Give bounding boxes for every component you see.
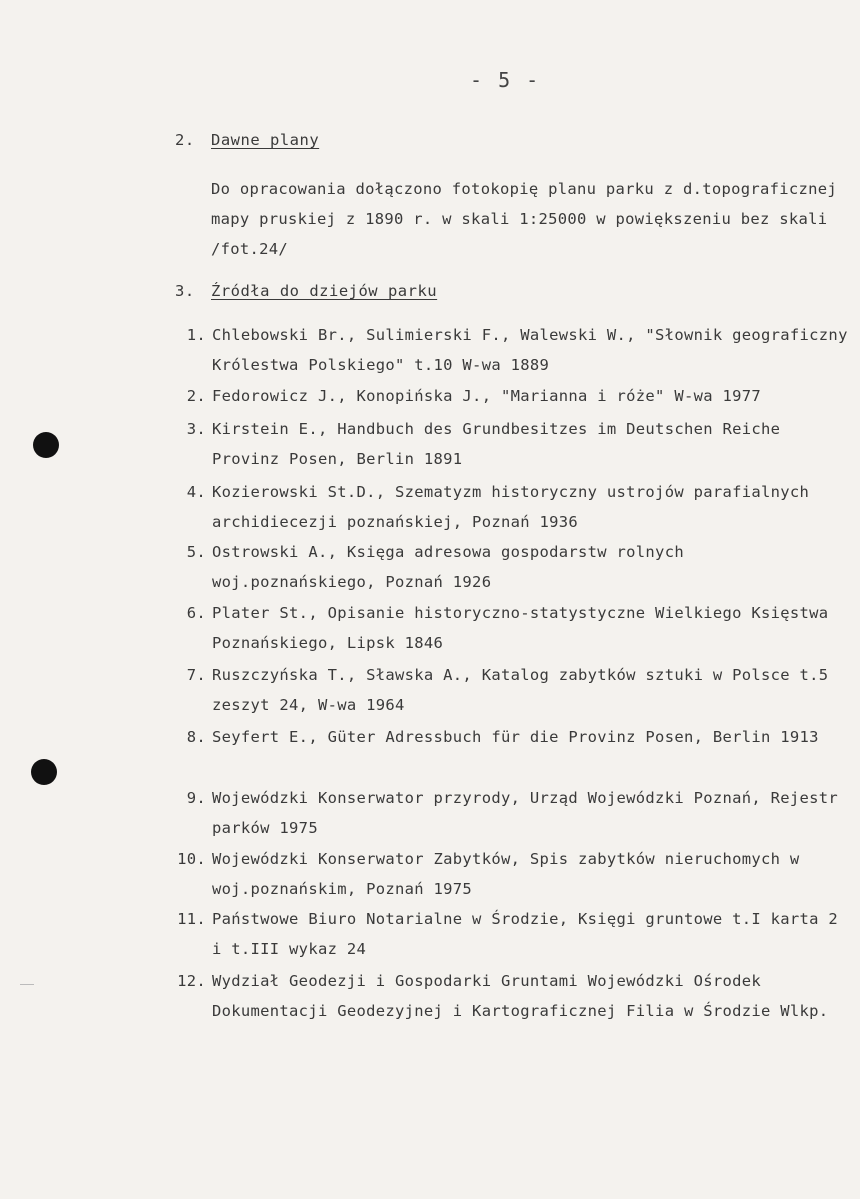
source-item [160, 844, 850, 904]
item-number: 11. [177, 910, 206, 928]
item-number: 7. [186, 666, 206, 684]
fold-mark [20, 984, 34, 985]
item-text: Ostrowski A., Księga adresowa gospodarstw rolnych woj.poznańskiego, Poznań 1926 [212, 543, 684, 591]
item-text: Chlebowski Br., Sulimierski F., Walewski W., "Słownik geograficzny Królestwa Polskiego" t.10 W-wa 1889 [212, 326, 848, 374]
item-text: Seyfert E., Güter Adressbuch für die Provinz Posen, Berlin 1913 [212, 728, 819, 746]
source-item [160, 660, 850, 720]
section-heading [175, 282, 437, 300]
item-number: 10. [177, 850, 206, 868]
item-number: 3. [186, 420, 206, 438]
item-text: Plater St., Opisanie historyczno-statystyczne Wielkiego Księstwa Poznańskiego, Lipsk 1846 [212, 604, 829, 652]
punch-hole [31, 759, 57, 785]
section-title: Źródła do dziejów parku [211, 282, 438, 300]
source-item [160, 537, 850, 597]
punch-hole [33, 432, 59, 458]
source-item [160, 414, 850, 474]
item-text: Państwowe Biuro Notarialne w Środzie, Księgi gruntowe t.I karta 2 i t.III wykaz 24 [212, 910, 839, 958]
source-item [160, 381, 850, 411]
item-text: Ruszczyńska T., Sławska A., Katalog zabytków sztuki w Polsce t.5 zeszyt 24, W-wa 1964 [212, 666, 829, 714]
source-item [160, 783, 850, 843]
section-number: 3. [175, 282, 195, 300]
page-number: - 5 - [470, 68, 541, 92]
source-item [160, 904, 850, 964]
source-item [160, 722, 850, 752]
item-text: Kirstein E., Handbuch des Grundbesitzes im Deutschen Reiche Provinz Posen, Berlin 1891 [212, 420, 781, 468]
section-title: Dawne plany [211, 131, 320, 149]
item-number: 8. [186, 728, 206, 746]
source-item [160, 966, 850, 1026]
item-number: 1. [186, 326, 206, 344]
item-number: 6. [186, 604, 206, 622]
source-item [160, 477, 850, 537]
item-number: 5. [186, 543, 206, 561]
section-number: 2. [175, 131, 195, 149]
item-text: Fedorowicz J., Konopińska J., "Marianna i róże" W-wa 1977 [212, 387, 762, 405]
source-item [160, 320, 850, 380]
item-text: Wojewódzki Konserwator przyrody, Urząd Wojewódzki Poznań, Rejestr parków 1975 [212, 789, 839, 837]
item-number: 12. [177, 972, 206, 990]
item-text: Kozierowski St.D., Szematyzm historyczny ustrojów parafialnych archidiecezji poznańskiej, Poznań 1936 [212, 483, 810, 531]
item-number: 9. [186, 789, 206, 807]
item-text: Wojewódzki Konserwator Zabytków, Spis zabytków nieruchomych w woj.poznańskim, Poznań 1975 [212, 850, 800, 898]
section-paragraph: Do opracowania dołączono fotokopię planu parku z d.topograficznej mapy pruskiej z 1890 r. w skali 1:25000 w powiększeniu bez skali /fot.24/ [211, 180, 838, 258]
section-heading [175, 131, 319, 149]
item-number: 2. [186, 387, 206, 405]
item-text: Wydział Geodezji i Gospodarki Gruntami Wojewódzki Ośrodek Dokumentacji Geodezyjnej i Kartograficznej Filia w Środzie Wlkp. [212, 972, 829, 1020]
source-item [160, 598, 850, 658]
item-number: 4. [186, 483, 206, 501]
